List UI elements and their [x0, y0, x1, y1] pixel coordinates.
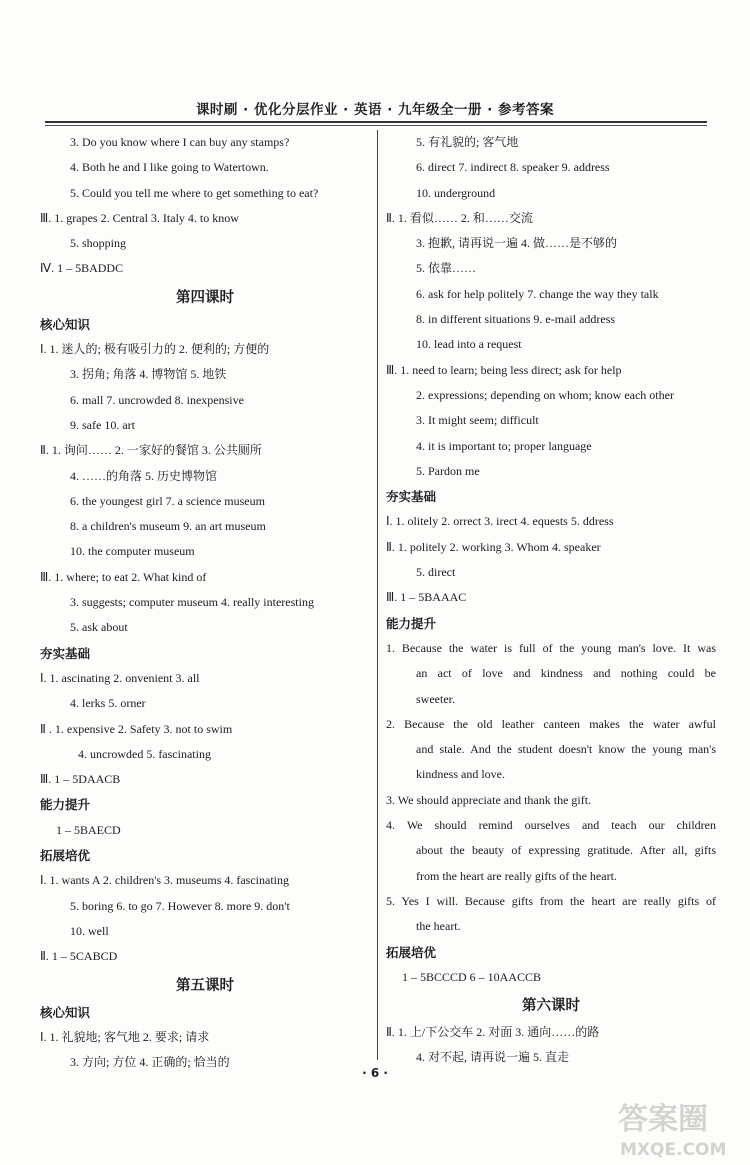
- answer-line: 2. Because the old leather canteen makes the water awful: [386, 716, 716, 731]
- lesson-heading: 第六课时: [522, 998, 580, 1015]
- watermark-text: 答案圈: [618, 1102, 708, 1137]
- lesson-heading: 第四课时: [176, 289, 234, 306]
- answer-line: 9. safe 10. art: [70, 417, 135, 432]
- answer-line: 5. Could you tell me where to get something to eat?: [70, 185, 319, 200]
- answer-line: 6. mall 7. uncrowded 8. inexpensive: [70, 392, 244, 407]
- answer-line: 8. in different situations 9. e-mail address: [416, 312, 616, 327]
- answer-line: 10. underground: [416, 185, 496, 200]
- answer-line: an act of love and kindness and nothing could be: [416, 666, 716, 681]
- answer-line: 5. Yes I will. Because gifts from the heart are really gifts of: [386, 893, 716, 908]
- answer-line: 4. Both he and I like going to Watertown.: [70, 160, 269, 175]
- answer-line: 10. well: [70, 923, 109, 938]
- answer-line: 4. We should remind ourselves and teach our children: [386, 818, 716, 833]
- answer-line: kindness and love.: [416, 767, 505, 782]
- section-heading: 夯实基础: [40, 645, 91, 661]
- answer-line: 1 – 5BCCCD 6 – 10AACCB: [402, 969, 542, 984]
- answer-line: 5. boring 6. to go 7. However 8. more 9. don't: [70, 898, 290, 913]
- answer-line: Ⅱ. 1. 上/下公交车 2. 对面 3. 通向……的路: [386, 1025, 600, 1040]
- section-heading: 夯实基础: [386, 489, 437, 505]
- answer-line: 2. expressions; depending on whom; know each other: [416, 387, 674, 402]
- watermark-domain: MXQE.COM: [620, 1140, 727, 1160]
- answer-line: Ⅲ. 1. grapes 2. Central 3. Italy 4. to know: [40, 210, 239, 225]
- answer-line: 5. shopping: [70, 236, 127, 251]
- answer-line: Ⅱ. 1. 询问…… 2. 一家好的餐馆 3. 公共厕所: [40, 443, 262, 458]
- answer-line: 4. ……的角落 5. 历史博物馆: [70, 468, 218, 483]
- page-number: · 6 ·: [362, 1066, 388, 1080]
- answer-line: 1. Because the water is full of the young man's love. It was: [386, 640, 716, 655]
- answer-line: 5. ask about: [70, 620, 128, 635]
- answer-line: Ⅰ. 1. wants A 2. children's 3. museums 4. fascinating: [40, 873, 290, 888]
- section-heading: 核心知识: [40, 316, 91, 332]
- answer-line: Ⅰ. 1. 迷人的; 极有吸引力的 2. 便利的; 方便的: [40, 342, 270, 357]
- answer-line: Ⅲ. 1 – 5DAACB: [40, 772, 121, 787]
- answer-line: 3. It might seem; difficult: [416, 413, 539, 428]
- answer-line: 3. 方向; 方位 4. 正确的; 恰当的: [70, 1055, 230, 1070]
- answer-line: from the heart are really gifts of the heart.: [416, 868, 617, 883]
- answer-line: Ⅳ. 1 – 5BADDC: [40, 261, 124, 276]
- answer-line: Ⅰ. 1. ascinating 2. onvenient 3. all: [40, 670, 200, 685]
- answer-line: Ⅲ. 1. need to learn; being less direct; ask for help: [386, 362, 622, 377]
- answer-line: 4. lerks 5. orner: [70, 696, 146, 711]
- answer-line: 10. lead into a request: [416, 337, 522, 352]
- watermark-logo: [612, 1095, 744, 1161]
- section-heading: 能力提升: [40, 797, 91, 813]
- answer-line: Ⅰ. 1. olitely 2. orrect 3. irect 4. equests 5. ddress: [386, 514, 614, 529]
- answer-line: 4. uncrowded 5. fascinating: [78, 746, 211, 761]
- answer-line: sweeter.: [416, 691, 455, 706]
- section-heading: 拓展培优: [40, 848, 91, 864]
- answer-line: 5. direct: [416, 565, 456, 580]
- page-header: 课时刷 · 优化分层作业 · 英语 · 九年级全一册 · 参考答案: [195, 102, 555, 118]
- answer-line: 3. 抱歉, 请再说一遍 4. 做……是不够的: [416, 236, 618, 251]
- answer-line: 6. the youngest girl 7. a science museum: [70, 493, 265, 508]
- answer-line: Ⅲ. 1 – 5BAAAC: [386, 590, 467, 605]
- answer-line: 6. direct 7. indirect 8. speaker 9. address: [416, 160, 610, 175]
- answer-line: and stale. And the student doesn't know the young man's: [416, 742, 716, 757]
- answer-line: 10. the computer museum: [70, 544, 195, 559]
- section-heading: 核心知识: [40, 1004, 91, 1020]
- answer-line: Ⅱ. 1. politely 2. working 3. Whom 4. speaker: [386, 539, 601, 554]
- answer-line: 8. a children's museum 9. an art museum: [70, 519, 266, 534]
- answer-line: Ⅱ. 1. 看似…… 2. 和……交流: [386, 210, 533, 225]
- column-divider: [377, 130, 378, 1060]
- answer-line: 4. 对不起, 请再说一遍 5. 直走: [416, 1050, 570, 1065]
- header-rule-thin: [45, 125, 707, 126]
- right-column: [386, 130, 716, 1071]
- section-heading: 能力提升: [386, 615, 437, 631]
- answer-line: Ⅱ . 1. expensive 2. Safety 3. not to swim: [40, 721, 233, 736]
- lesson-heading: 第五课时: [176, 977, 234, 994]
- header-rule-thick: [45, 121, 707, 123]
- answer-line: 3. We should appreciate and thank the gift.: [386, 792, 592, 807]
- answer-line: the heart.: [416, 919, 461, 934]
- answer-line: 5. Pardon me: [416, 463, 480, 478]
- section-heading: 拓展培优: [386, 944, 437, 960]
- answer-line: 5. 有礼貌的; 客气地: [416, 135, 519, 149]
- answer-line: 3. Do you know where I can buy any stamps?: [70, 135, 290, 149]
- answer-line: Ⅱ. 1 – 5CABCD: [40, 949, 118, 964]
- answer-line: 1 – 5BAECD: [56, 822, 121, 837]
- answer-line: Ⅲ. 1. where; to eat 2. What kind of: [40, 569, 207, 584]
- answer-line: 4. it is important to; proper language: [416, 438, 592, 453]
- answer-line: about the beauty of expressing gratitude. After all, gifts: [416, 843, 716, 858]
- answer-line: Ⅰ. 1. 礼貌地; 客气地 2. 要求; 请求: [40, 1029, 210, 1044]
- left-column: [40, 130, 370, 1075]
- answer-line: 6. ask for help politely 7. change the way they talk: [416, 286, 659, 301]
- answer-line: 3. 拐角; 角落 4. 博物馆 5. 地铁: [70, 367, 227, 382]
- answer-line: 5. 依靠……: [416, 261, 477, 276]
- answer-line: 3. suggests; computer museum 4. really interesting: [70, 595, 314, 610]
